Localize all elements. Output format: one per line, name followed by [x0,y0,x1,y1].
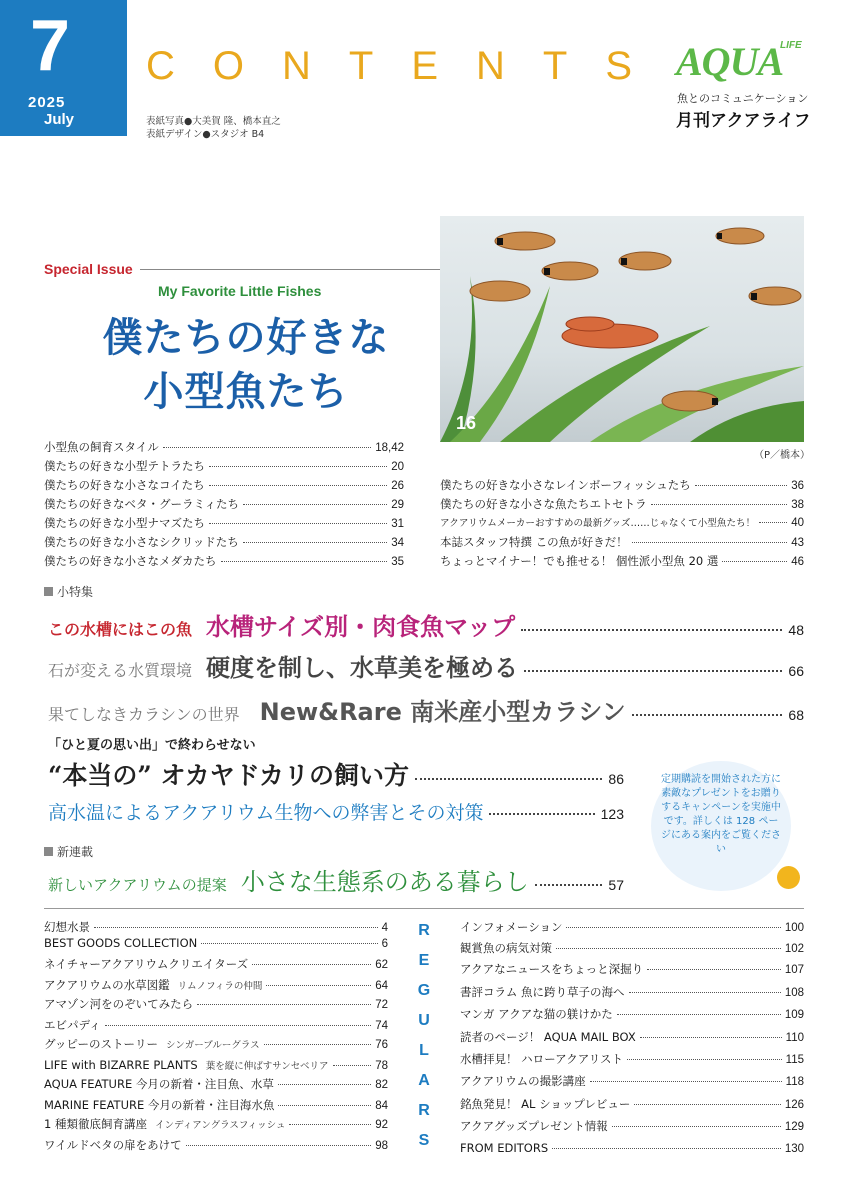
toc-row[interactable]: 僕たちの好きな小型ナマズたち 31 [44,516,404,530]
decorative-dot [777,866,800,889]
toc-row[interactable]: マンガ アクアな猫の躾けかた 109 [460,1007,804,1021]
toc-row[interactable]: 僕たちの好きなベタ・グーラミィたち 29 [44,497,404,511]
regulars-letter: U [418,1012,430,1029]
toc-row[interactable]: 僕たちの好きな小さなコイたち 26 [44,478,404,492]
toc-row[interactable]: アクアグッズプレゼント情報 129 [460,1119,804,1133]
hermit-crab-feature[interactable]: “本当の” オカヤドカリの飼い方 86 [48,761,624,790]
issue-year: 2025 [28,94,66,111]
aqualife-logo: AQUA [676,39,784,84]
magazine-tagline: 魚とのコミュニケーション [677,92,809,105]
toc-row[interactable]: アマゾン河をのぞいてみたら 72 [44,997,388,1011]
toc-row[interactable]: グッピーのストーリー シンガーブルーグラス 76 [44,1037,388,1051]
toc-row[interactable]: 1 種類徹底飼育講座 インディアングラスフィッシュ 92 [44,1117,388,1131]
regulars-letter: G [417,982,431,999]
regulars-letter: R [418,1102,430,1119]
toc-row[interactable]: BEST GOODS COLLECTION 6 [44,936,388,950]
toc-row[interactable]: ネイチャーアクアリウムクリエイターズ 62 [44,957,388,971]
toc-row[interactable]: LIFE with BIZARRE PLANTS 葉を縦に伸ばすサンセベリア 78 [44,1058,388,1072]
toc-row[interactable]: AQUA FEATURE 今月の新着・注目魚、水草 82 [44,1077,388,1091]
issue-number: 7 [30,6,71,86]
hermit-crab-lead: 「ひと夏の思い出」で終わらせない [48,738,256,753]
contents-title: CONTENTS [146,44,670,88]
toc-row[interactable]: 僕たちの好きな小さなレインボーフィッシュたち 36 [440,478,804,492]
regulars-divider [44,908,804,909]
special-title-line2: 小型魚たち [143,368,349,415]
toc-row[interactable]: ちょっとマイナー！でも推せる！ 個性派小型魚 20 選 46 [440,554,804,568]
toc-row[interactable]: 幻想水景 4 [44,920,388,934]
special-subtitle-en: My Favorite Little Fishes [158,283,322,299]
issue-month: July [44,111,75,128]
feature-row[interactable]: 果てしなきカラシンの世界 New&Rare 南米産小型カラシン 68 [48,698,804,726]
toc-row[interactable]: FROM EDITORS 130 [460,1141,804,1155]
toc-row[interactable]: 僕たちの好きな小型テトラたち 20 [44,459,404,473]
toc-row[interactable]: 小型魚の飼育スタイル 18,42 [44,440,404,454]
special-title-line1: 僕たちの好きな [102,314,390,361]
photo-credit: （P／橋本） [754,450,811,461]
regulars-letter: A [418,1072,430,1089]
toc-row[interactable]: 書評コラム 魚に跨り草子の海へ 108 [460,985,804,999]
aqualife-logo-sup: LIFE [780,40,802,51]
toc-row[interactable]: アクアリウムの撮影講座 118 [460,1074,804,1088]
toc-row[interactable]: 本誌スタッフ特撰 この魚が好きだ！ 43 [440,535,804,549]
new-series-row[interactable]: 新しいアクアリウムの提案 小さな生態系のある暮らし 57 [48,868,624,896]
magazine-name: 月刊アクアライフ [676,111,811,131]
toc-row[interactable]: MARINE FEATURE 今月の新着・注目海水魚 84 [44,1098,388,1112]
cover-fish-photo [440,216,804,442]
toc-row[interactable]: アクアリウムメーカーおすすめの最新グッズ……じゃなくて小型魚たち！ 40 [440,517,804,529]
regulars-letter: R [418,922,430,939]
cover-design-credit: 表紙デザイン●スタジオ B4 [146,129,265,140]
heat-feature[interactable]: 高水温によるアクアリウム生物への弊害とその対策 123 [48,802,624,824]
toc-row[interactable]: ワイルドベタの扉をあけて 98 [44,1138,388,1152]
toc-row[interactable]: 僕たちの好きな小さなシクリッドたち 34 [44,535,404,549]
toc-row[interactable]: 僕たちの好きな小さなメダカたち 35 [44,554,404,568]
new-series-heading: 新連載 [44,843,93,860]
subscription-campaign-bubble: 定期購読を開始された方に素敵なプレゼントをお贈りするキャンペーンを実施中です。詳しくは 128 ページにある案内をご覧ください [651,761,791,891]
toc-row[interactable]: インフォメーション 100 [460,920,804,934]
special-issue-rule [140,269,440,270]
cover-photo-credit: 表紙写真●大美賀 隆、橋本直之 [146,116,281,127]
issue-badge [0,0,127,136]
mini-feature-heading: 小特集 [44,583,93,600]
toc-row[interactable]: 観賞魚の病気対策 102 [460,941,804,955]
feature-row[interactable]: この水槽にはこの魚 水槽サイズ別・肉食魚マップ 48 [48,613,804,641]
special-issue-label: Special Issue [44,261,133,277]
regulars-letter: L [419,1042,429,1059]
toc-row[interactable]: アクアなニュースをちょっと深掘り 107 [460,962,804,976]
toc-row[interactable]: アクアリウムの水草図鑑 リムノフィラの仲間 64 [44,978,388,992]
regulars-letter: E [418,952,430,969]
feature-row[interactable]: 石が変える水質環境 硬度を制し、水草美を極める 66 [48,654,804,682]
toc-row[interactable]: 僕たちの好きな小さな魚たちエトセトラ 38 [440,497,804,511]
toc-row[interactable]: 読者のページ！ AQUA MAIL BOX 110 [460,1030,804,1044]
toc-row[interactable]: 銘魚発見！ AL ショップレビュー 126 [460,1097,804,1111]
toc-row[interactable]: エビパディ 74 [44,1018,388,1032]
toc-row[interactable]: 水槽拝見！ ハローアクアリスト 115 [460,1052,804,1066]
regulars-letter: S [418,1132,430,1149]
photo-page-number: 16 [456,413,477,433]
